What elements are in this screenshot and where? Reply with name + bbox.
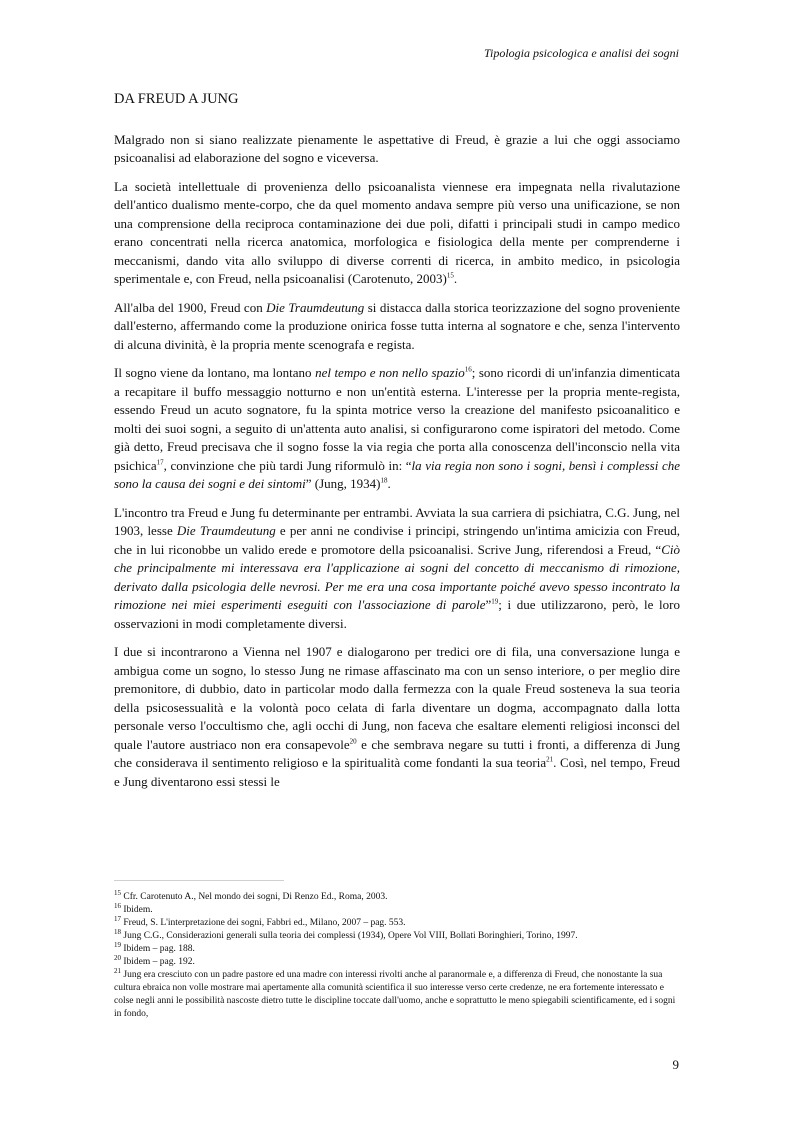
text-run: . Così, nel tempo, Freud e Jung diventarono essi stessi le bbox=[114, 755, 680, 789]
text-run: e per anni ne condivise i principi, stringendo un'intima amicizia con Freud, che in lui riconobbe un valido erede e promotore della psicoanalisi. Scrive Jung, riferendosi a Freud, “ bbox=[114, 523, 680, 557]
footnote-number: 18 bbox=[114, 927, 121, 936]
text-run: . bbox=[387, 476, 391, 491]
footnote-separator bbox=[114, 880, 284, 881]
footnote bbox=[114, 953, 680, 969]
footnote-number: 16 bbox=[114, 901, 121, 910]
footnote-ref: 21 bbox=[546, 755, 554, 764]
footnote-ref: 16 bbox=[464, 365, 472, 374]
italic-phrase: Ciò che principalmente mi interessava era l'applicazione ai sogni del concetto di meccanismo di rimozione, derivato dalla psicologia delle nevrosi. Per me era una cosa importante poiché avevo spesso incontrato la rimozione nei miei esperimenti eseguiti con l'associazione di parole bbox=[114, 541, 680, 612]
footnote-number: 21 bbox=[114, 966, 121, 975]
text-run: Il sogno viene da lontano, ma lontano bbox=[114, 365, 316, 380]
footnote-ref: 20 bbox=[349, 737, 357, 746]
footnote-text: Ibidem. bbox=[121, 905, 153, 915]
body-paragraph bbox=[114, 178, 680, 289]
body-paragraphs bbox=[114, 131, 680, 792]
main-text bbox=[114, 90, 680, 801]
footnote bbox=[114, 966, 680, 1021]
footnotes bbox=[114, 888, 680, 1021]
body-paragraph bbox=[114, 364, 680, 494]
body-paragraph bbox=[114, 299, 680, 355]
italic-phrase: nel tempo e non nello spazio bbox=[315, 365, 465, 380]
italic-phrase: Die Traumdeutung bbox=[266, 299, 365, 315]
footnote bbox=[114, 927, 680, 943]
footnote-number: 20 bbox=[114, 953, 121, 962]
italic-phrase: Die Traumdeutung bbox=[176, 523, 276, 538]
text-run: All'alba del 1900, Freud con bbox=[114, 299, 267, 315]
text-run: ; sono ricordi di un'infanzia dimenticata a recapitare il buffo messaggio notturno e non un'entità esterna. L'interesse per la propria mente-regista, essendo Freud un acuto sognatore, fu la spinta motrice verso la creazione del manifesto psicoanalitico e molti dei suoi sogni, a seguito di un'attenta auto analisi, si configurarono come ispiratori del metodo. Come già detto, Freud precisava che il sogno fosse la via regia che porta alla conoscenza dell'inconscio nella vita psichica bbox=[114, 365, 681, 473]
running-head: Tipologia psicologica e analisi dei sogni bbox=[484, 46, 679, 60]
section-title: DA FREUD A JUNG bbox=[114, 91, 239, 107]
text-run: L'incontro tra Freud e Jung fu determinante per entrambi. Avviata la sua carriera di psichiatra, C.G. Jung, nel 1903, lesse bbox=[114, 504, 680, 538]
text-run: , convinzione che più tardi Jung riformulò in: “ bbox=[163, 457, 412, 473]
footnote-text: Cfr. Carotenuto A., Nel mondo dei sogni, Di Renzo Ed., Roma, 2003. bbox=[121, 892, 388, 902]
body-paragraph bbox=[114, 643, 680, 791]
footnote-text: Ibidem – pag. 188. bbox=[121, 944, 195, 954]
text-run: ” bbox=[485, 597, 492, 612]
text-run: ; i due utilizzarono, però, le loro osservazioni in modi completamente diversi. bbox=[114, 597, 680, 631]
text-run: e che sembrava negare su tutti i fronti, a differenza di Jung che considerava il sentimento religioso e la spiritualità come fondanti la sua teoria bbox=[114, 736, 680, 770]
footnote-ref: 18 bbox=[380, 476, 388, 485]
italic-phrase: la via regia non sono i sogni, bensì i complessi che sono la causa dei sogni e dei sintomi bbox=[114, 457, 680, 491]
text-run: ” (Jung, 1934) bbox=[305, 476, 381, 491]
page-number: 9 bbox=[672, 1057, 679, 1072]
footnote-text: Freud, S. L'interpretazione dei sogni, Fabbri ed., Milano, 2007 – pag. 553. bbox=[121, 918, 406, 928]
text-run: . bbox=[453, 271, 458, 286]
footnote bbox=[114, 914, 680, 930]
footnote-number: 15 bbox=[114, 888, 121, 897]
footnote-ref: 19 bbox=[491, 597, 499, 606]
text-run: I due si incontrarono a Vienna nel 1907 e dialogarono per tredici ore di fila, una conversazione lunga e ambigua come un sogno, lo stesso Jung ne rimase affascinato ma con un senso interiore, o per meglio dire premonitore, di dubbio, dato in particolar modo dalla fermezza con la quale Freud sosteneva la sua teoria della psicosessualità e la volontà poco celata di farla diventare un dogma, accompagnato dalla lotta personale verso l'occultismo che, agli occhi di Jung, non faceva che esaltare elementi religiosi inconsci del quale l'autore austriaco non era consapevole bbox=[114, 644, 680, 752]
body-paragraph bbox=[114, 131, 680, 168]
footnote-text: Jung era cresciuto con un padre pastore ed una madre con interessi rivolti anche al paranormale e, a differenza di Freud, che nonostante la sua cultura ebraica non volle mostrare mai apertamente alla comunità scientifica il suo interesse verso certe credenze, ne era fortemente interessato e colse negli anni le possibilità nascoste dietro tutte le discipline toccate dall'uomo, anche e soprattutto le meno spiegabili scientificamente, ed i sogni in fondo, bbox=[114, 970, 676, 1019]
footnote bbox=[114, 888, 680, 904]
footnote-number: 19 bbox=[114, 940, 121, 949]
footnote-ref: 17 bbox=[156, 458, 164, 467]
text-run: si distacca dalla storica teorizzazione del sogno proveniente dall'esterno, affermando come la produzione onirica fosse tutta interna al sognatore e che, senza l'intervento di alcuna divinità, è la propria mente scenografa e regista. bbox=[114, 299, 680, 352]
text-run: La società intellettuale di provenienza dello psicoanalista viennese era impegnata nella rivalutazione dell'antico dualismo mente-corpo, che da quel momento andava sempre più verso una unificazione, se non una comprensione della reciproca contaminazione dei due poli, difatti i principali studi in campo medico erano concentrati nella ricerca anatomica, morfologica e fisiologica della mente per comprenderne i meccanismi, dando vita allo sviluppo di diverse correnti di ricerca, in ambito medico, in psicologia sperimentale e, con Freud, nella psicoanalisi (Carotenuto, 2003) bbox=[114, 178, 680, 286]
footnote-number: 17 bbox=[114, 914, 121, 923]
footnote-text: Jung C.G., Considerazioni generali sulla teoria dei complessi (1934), Opere Vol VIII, Bollati Boringhieri, Torino, 1997. bbox=[121, 931, 578, 941]
footnote-text: Ibidem – pag. 192. bbox=[121, 957, 195, 967]
body-paragraph bbox=[114, 504, 680, 634]
footnote bbox=[114, 940, 680, 956]
footnote bbox=[114, 901, 680, 917]
footnote-ref: 15 bbox=[446, 271, 454, 280]
text-run: Malgrado non si siano realizzate pienamente le aspettative di Freud, è grazie a lui che oggi associamo psicoanalisi ad elaborazione del sogno e viceversa. bbox=[114, 131, 680, 165]
